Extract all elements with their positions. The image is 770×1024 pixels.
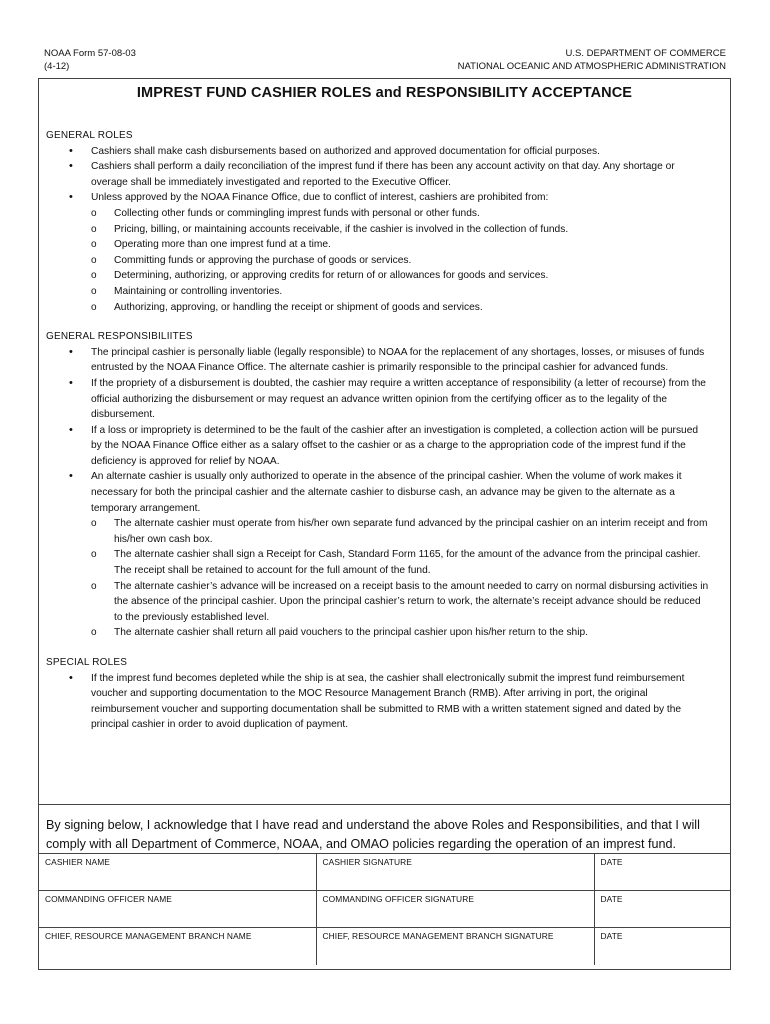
list-item: • The principal cashier is personally liable (legally responsible) to NOAA for the replacement of any shortages, losses, or misuses of funds entrusted by the NOAA Finance Office. The alternate cashier is primarily responsible to the principal cashier for advanced funds. <box>46 345 710 376</box>
general-roles-heading: GENERAL ROLES <box>46 130 133 141</box>
list-item: • If the propriety of a disbursement is doubted, the cashier may require a written acceptance of responsibility (a letter of recourse) from the official authorizing the disbursement or may request an advance written opinion from the certifying officer as to the legality of the disbursement. <box>46 376 710 423</box>
list-item: o Pricing, billing, or maintaining accounts receivable, if the cashier is involved in the collection of funds. <box>91 222 710 238</box>
cashier-signature-field[interactable] <box>316 854 594 891</box>
table-row <box>39 891 730 928</box>
agency-name: NATIONAL OCEANIC AND ATMOSPHERIC ADMINISTRATION <box>457 60 726 72</box>
prohibited-activities-list <box>91 206 710 315</box>
table-row <box>39 854 730 891</box>
list-item: o The alternate cashier’s advance will be increased on a receipt basis to the amount needed to carry on normal disbursing activities in the absence of the principal cashier. Upon the principal cashier’s return to work, the alternate’s receipt advance should be reduced to the previously established level. <box>91 579 710 626</box>
list-item: • If the imprest fund becomes depleted while the ship is at sea, the cashier shall electronically submit the imprest fund reimbursement voucher and supporting documentation to the MOC Resource Management Branch (RMB). After arriving in port, the original reimbursement voucher and supporting documentation shall be submitted to RMB with a written statement signed and dated by the principal cashier in order to avoid duplication of payment. <box>46 671 710 733</box>
field-label: CASHIER SIGNATURE <box>322 857 412 867</box>
field-label: CASHIER NAME <box>45 857 110 867</box>
list-item: • Cashiers shall perform a daily reconciliation of the imprest fund if there has been any account activity on that day. Any shortage or overage shall be immediately investigated and reported to the Executive Officer. <box>46 159 710 190</box>
list-item-text: Unless approved by the NOAA Finance Office, due to conflict of interest, cashiers are prohibited from: <box>91 192 549 204</box>
cashier-date-field[interactable] <box>594 854 730 891</box>
field-label: CHIEF, RESOURCE MANAGEMENT BRANCH SIGNATURE <box>322 931 554 941</box>
table-row <box>39 928 730 965</box>
form-title: IMPREST FUND CASHIER ROLES and RESPONSIBILITY ACCEPTANCE <box>136 85 633 101</box>
rmb-chief-signature-field[interactable] <box>316 928 594 965</box>
commanding-officer-signature-field[interactable] <box>316 891 594 928</box>
field-label: DATE <box>600 894 623 904</box>
rmb-chief-name-field[interactable] <box>39 928 316 965</box>
rmb-chief-date-field[interactable] <box>594 928 730 965</box>
acknowledgement-divider <box>39 804 730 805</box>
list-item: o Determining, authorizing, or approving credits for return of or allowances for goods and services. <box>91 268 710 284</box>
list-item: o The alternate cashier must operate from his/her own separate fund advanced by the principal cashier on an interim receipt and from his/her own cash box. <box>91 516 710 547</box>
signature-table <box>39 853 730 965</box>
list-item <box>46 469 710 641</box>
form-number: NOAA Form 57-08-03 <box>44 48 136 59</box>
acknowledgement-statement: By signing below, I acknowledge that I have read and understand the above Roles and Responsibilities, and that I will comply with all Department of Commerce, NOAA, and OMAO policies regarding the operation of an imprest fund. <box>46 818 700 851</box>
form-identifier <box>44 48 136 73</box>
form-content <box>46 128 710 733</box>
list-item: o The alternate cashier shall return all paid vouchers to the principal cashier upon his/her return to the ship. <box>91 625 710 641</box>
list-item: o The alternate cashier shall sign a Receipt for Cash, Standard Form 1165, for the amount of the advance from the principal cashier. The receipt shall be retained to account for the full amount of the fund. <box>91 547 710 578</box>
form-body <box>38 78 731 970</box>
general-responsibilities-heading: GENERAL RESPONSIBILIITES <box>46 331 193 343</box>
special-roles-list <box>46 671 710 733</box>
field-label: DATE <box>600 931 623 941</box>
agency-header <box>458 48 726 73</box>
field-label: DATE <box>600 857 623 867</box>
department-name: U.S. DEPARTMENT OF COMMERCE <box>565 48 726 59</box>
alternate-cashier-rules-list <box>91 516 710 641</box>
list-item: o Committing funds or approving the purchase of goods or services. <box>91 253 710 269</box>
field-label: COMMANDING OFFICER SIGNATURE <box>322 894 475 904</box>
list-item <box>46 190 710 315</box>
list-item-text: An alternate cashier is usually only authorized to operate in the absence of the principal cashier. When the volume of work makes it necessary for both the principal cashier and the alternate cashier to disburse cash, an advance may be given to the alternate as a temporary arrangement. <box>91 471 682 514</box>
general-roles-list <box>46 144 710 316</box>
commanding-officer-name-field[interactable] <box>39 891 316 928</box>
list-item: • If a loss or impropriety is determined to be the fault of the cashier after an investigation is completed, a collection action will be pursued by the NOAA Finance Office either as a salary offset to the cashier or as a charge to the appropriation code of the imprest fund if the deficiency is approved for relief by NOAA. <box>46 423 710 470</box>
list-item: o Maintaining or controlling inventories. <box>91 284 710 300</box>
list-item: o Collecting other funds or commingling imprest funds with personal or other funds. <box>91 206 710 222</box>
commanding-officer-date-field[interactable] <box>594 891 730 928</box>
general-responsibilities-list <box>46 345 710 641</box>
form-revision-date: (4-12) <box>44 60 70 72</box>
list-item: • Cashiers shall make cash disbursements based on authorized and approved documentation for official purposes. <box>46 144 710 160</box>
list-item: o Operating more than one imprest fund at a time. <box>91 237 710 253</box>
list-item: o Authorizing, approving, or handling the receipt or shipment of goods and services. <box>91 300 710 316</box>
special-roles-heading: SPECIAL ROLES <box>46 657 128 668</box>
cashier-name-field[interactable] <box>39 854 316 891</box>
field-label: CHIEF, RESOURCE MANAGEMENT BRANCH NAME <box>45 931 252 941</box>
field-label: COMMANDING OFFICER NAME <box>45 894 172 904</box>
